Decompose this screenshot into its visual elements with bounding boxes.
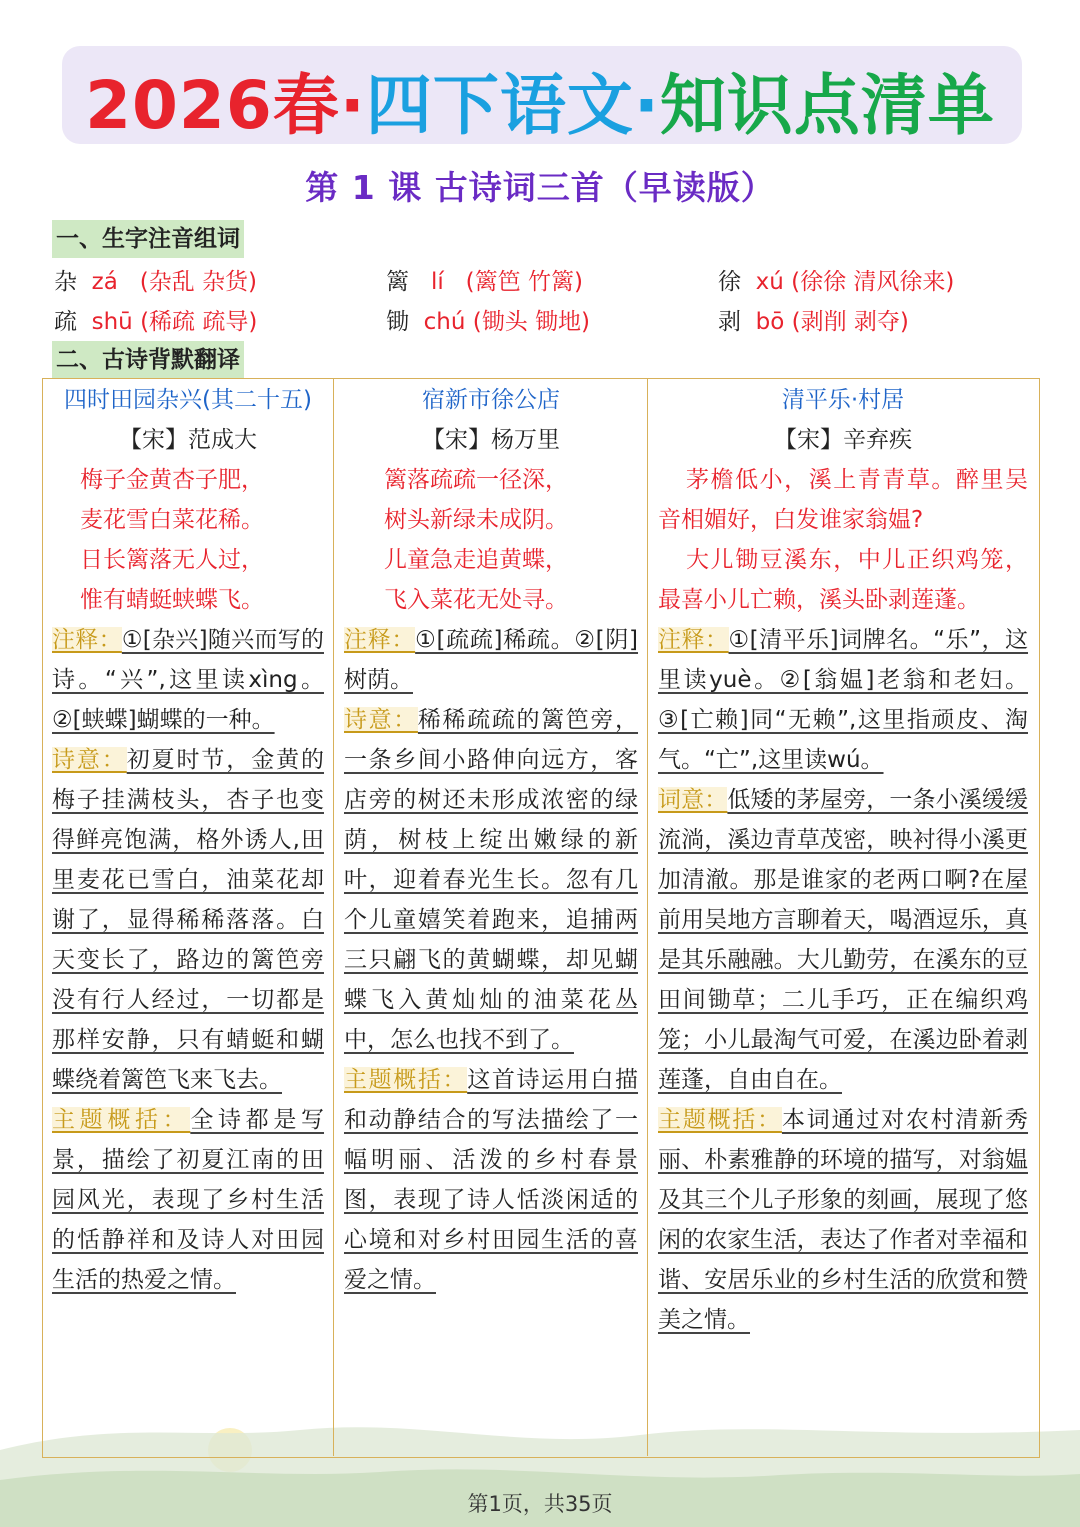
poem-title: 清平乐·村居 [781,387,905,413]
title-part-list: 知识点清单 [659,67,995,144]
theme-label: 主题概括： [52,1107,191,1133]
column-divider [647,378,648,1456]
theme-label: 主题概括： [344,1067,468,1093]
poem-meaning [658,780,1028,1100]
char-entry: 疏 shū (稀疏 疏导) [54,309,258,335]
note-text: ①[疏疏]稀疏。②[阴]树荫。 [344,627,639,693]
poem-notes [344,620,638,700]
poem-line: 日长篱落无人过， [80,547,264,573]
title-part-subject: 四下语文· [365,67,660,144]
char-entry: 篱 lí (篱笆 竹篱) [386,269,583,295]
meaning-text: 低矮的茅屋旁，一条小溪缓缓流淌，溪边青草茂密，映衬得小溪更加清澈。那是谁家的老两口啊?在屋前用吴地方言聊着天，喝酒逗乐，真是其乐融融。大儿勤劳，在溪东的豆田间锄草；二儿手巧，正在编织鸡笼；小儿最淘气可爱，在溪边卧着剥莲蓬，自由自在。 [658,787,1029,1093]
poem-author: 【宋】杨万里 [422,427,560,453]
poem-line: 飞入菜花无处寻。 [384,587,568,613]
meaning-label: 词意： [658,787,728,813]
poem-notes [658,620,1028,780]
poem-line: 惟有蜻蜓蛱蝶飞。 [80,587,264,613]
note-text: ①[清平乐]词牌名。“乐”，这里读yuè。②[翁媪]老翁和老妇。③[亡赖]同“无赖”,这里指顽皮、淘气。“亡”,这里读wú。 [658,627,1029,773]
poem-line: 大儿锄豆溪东，中儿正织鸡笼，最喜小儿亡赖，溪头卧剥莲蓬。 [658,547,1028,613]
page-number: 第1页，共35页 [467,1492,613,1516]
poem-line: 梅子金黄杏子肥， [80,467,264,493]
poem-author: 【宋】辛弃疾 [774,427,912,453]
poem-line: 篱落疏疏一径深， [384,467,568,493]
note-label: 注释： [658,627,729,653]
poem-theme [658,1100,1028,1340]
theme-text: 本词通过对农村清新秀丽、朴素雅静的环境的描写，对翁媪及其三个儿子形象的刻画，展现了悠闲的农家生活，表达了作者对幸福和谐、安居乐业的乡村生活的欣赏和赞美之情。 [658,1107,1029,1333]
meaning-text: 初夏时节，金黄的梅子挂满枝头，杏子也变得鲜亮饱满，格外诱人,田里麦花已雪白，油菜花却谢了，显得稀稀落落。白天变长了，路边的篱笆旁没有行人经过，一切都是那样安静，只有蜻蜓和蝴蝶绕着篱笆飞来飞去。 [52,747,325,1093]
section-heading-poems: 二、古诗背默翻译 [52,341,244,379]
poem-line: 儿童急走追黄蝶， [384,547,568,573]
poem-column-3 [658,380,1028,1340]
meaning-label: 诗意： [52,747,127,773]
theme-text: 这首诗运用白描和动静结合的写法描绘了一幅明丽、活泼的乡村春景图，表现了诗人恬淡闲适的心境和对乡村田园生活的喜爱之情。 [344,1067,639,1293]
char-entry: 锄 chú (锄头 锄地) [386,309,591,335]
char-entry: 剥 bō (剥削 剥夺) [718,309,909,335]
poem-line: 树头新绿未成阴。 [384,507,568,533]
meaning-text: 稀稀疏疏的篱笆旁，一条乡间小路伸向远方，客店旁的树还未形成浓密的绿荫，树枝上绽出嫩绿的新叶，迎着春光生长。忽有几个儿童嬉笑着跑来，追捕两三只翩飞的黄蝴蝶，却见蝴蝶飞入黄灿灿的油菜花丛中，怎么也找不到了。 [344,707,639,1053]
theme-label: 主题概括： [658,1107,782,1133]
poem-notes [52,620,324,740]
poem-meaning [52,740,324,1100]
note-text: ①[杂兴]随兴而写的诗。“兴”,这里读xìng。②[蛱蝶]蝴蝶的一种。 [52,627,324,733]
poem-column-2 [344,380,638,1300]
poem-theme [52,1100,324,1300]
lesson-title: 第 1 课 古诗词三首（早读版） [305,168,775,207]
char-entry: 徐 xú (徐徐 清风徐来) [718,269,955,295]
title-part-year: 2026春· [85,67,366,144]
note-label: 注释： [344,627,416,653]
poem-line: 茅檐低小，溪上青青草。醉里吴音相媚好，白发谁家翁媪? [658,467,1028,533]
poem-column-1 [52,380,324,1300]
poem-meaning [344,700,638,1060]
column-divider [333,378,334,1456]
section-heading-characters: 一、生字注音组词 [52,220,244,258]
poem-title: 宿新市徐公店 [422,387,560,413]
page-title [0,52,1080,147]
poem-title: 四时田园杂兴(其二十五) [64,387,312,413]
note-label: 注释： [52,627,122,653]
poem-theme [344,1060,638,1300]
poem-line: 麦花雪白菜花稀。 [80,507,264,533]
char-entry: 杂 zá (杂乱 杂货) [54,269,257,295]
theme-text: 全诗都是写景，描绘了初夏江南的田园风光，表现了乡村生活的恬静祥和及诗人对田园生活的热爱之情。 [52,1107,325,1293]
poem-author: 【宋】范成大 [119,427,257,453]
meaning-label: 诗意： [344,707,418,733]
